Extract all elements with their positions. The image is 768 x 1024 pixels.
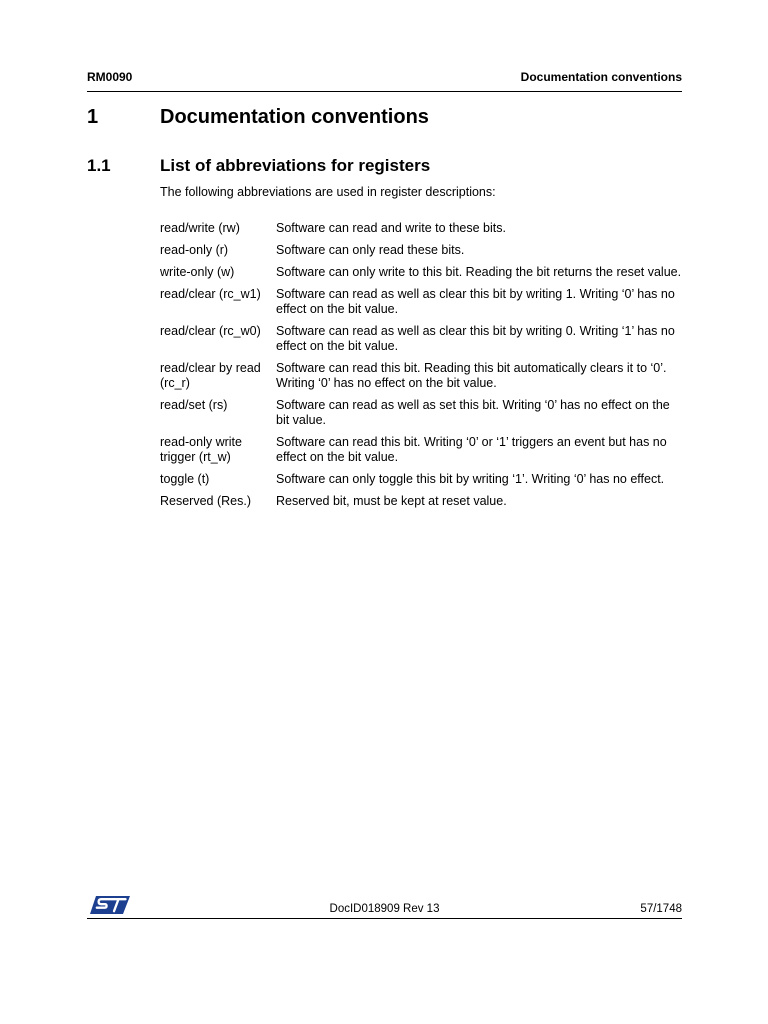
abbreviation-description: Reserved bit, must be kept at reset value. bbox=[276, 494, 507, 508]
abbreviation-row bbox=[160, 361, 682, 391]
abbreviation-description: Software can only write to this bit. Reading the bit returns the reset value. bbox=[276, 265, 682, 279]
abbreviation-term: read/set (rs) bbox=[160, 398, 228, 412]
abbreviation-term: Reserved (Res.) bbox=[160, 494, 251, 508]
abbreviation-term: read/clear (rc_w0) bbox=[160, 324, 261, 338]
abbreviation-description: Software can read this bit. Writing ‘0’ or ‘1’ triggers an event but has no effect on the bit value. bbox=[276, 435, 667, 464]
section-heading bbox=[87, 106, 682, 132]
abbreviation-row bbox=[160, 287, 682, 317]
abbreviation-row bbox=[160, 494, 682, 509]
abbreviation-description: Software can read and write to these bits. bbox=[276, 221, 506, 235]
abbreviation-row bbox=[160, 324, 682, 354]
abbreviation-row bbox=[160, 435, 682, 465]
abbreviation-description: Software can read as well as clear this bit by writing 0. Writing ‘1’ has no effect on the bit value. bbox=[276, 324, 675, 353]
section-title: Documentation conventions bbox=[160, 106, 429, 128]
page-header bbox=[87, 69, 682, 92]
subsection-number: 1.1 bbox=[87, 156, 111, 175]
abbreviation-term: read/write (rw) bbox=[160, 221, 240, 235]
abbreviation-term: read-only (r) bbox=[160, 243, 229, 257]
abbreviation-row bbox=[160, 265, 682, 280]
abbreviation-row bbox=[160, 472, 682, 487]
abbreviation-term: read-only write trigger (rt_w) bbox=[160, 435, 242, 464]
subsection-heading bbox=[87, 156, 682, 178]
subsection-title: List of abbreviations for registers bbox=[160, 156, 431, 175]
abbreviation-term: read/clear (rc_w1) bbox=[160, 287, 261, 301]
section-number: 1 bbox=[87, 106, 99, 128]
abbreviation-term: write-only (w) bbox=[160, 265, 235, 279]
abbreviation-row bbox=[160, 243, 682, 258]
abbreviation-description: Software can only toggle this bit by writing ‘1’. Writing ‘0’ has no effect. bbox=[276, 472, 665, 486]
page-footer bbox=[87, 893, 682, 919]
abbreviation-description: Software can read this bit. Reading this bit automatically clears it to ‘0’. Writing ‘0’ has no effect on the bit value. bbox=[276, 361, 667, 390]
abbreviation-term: read/clear by read (rc_r) bbox=[160, 361, 261, 390]
abbreviations-table bbox=[160, 221, 682, 516]
page-number: 57/1748 bbox=[640, 903, 682, 915]
abbreviation-row bbox=[160, 221, 682, 236]
document-code: RM0090 bbox=[87, 70, 133, 84]
abbreviation-term: toggle (t) bbox=[160, 472, 210, 486]
abbreviation-description: Software can read as well as set this bit. Writing ‘0’ has no effect on the bit value. bbox=[276, 398, 670, 427]
abbreviation-description: Software can only read these bits. bbox=[276, 243, 465, 257]
abbreviation-description: Software can read as well as clear this bit by writing 1. Writing ‘0’ has no effect on the bit value. bbox=[276, 287, 675, 316]
intro-paragraph: The following abbreviations are used in register descriptions: bbox=[160, 185, 496, 199]
document-id: DocID018909 Rev 13 bbox=[329, 903, 440, 915]
abbreviation-row bbox=[160, 398, 682, 428]
running-title: Documentation conventions bbox=[520, 70, 682, 84]
